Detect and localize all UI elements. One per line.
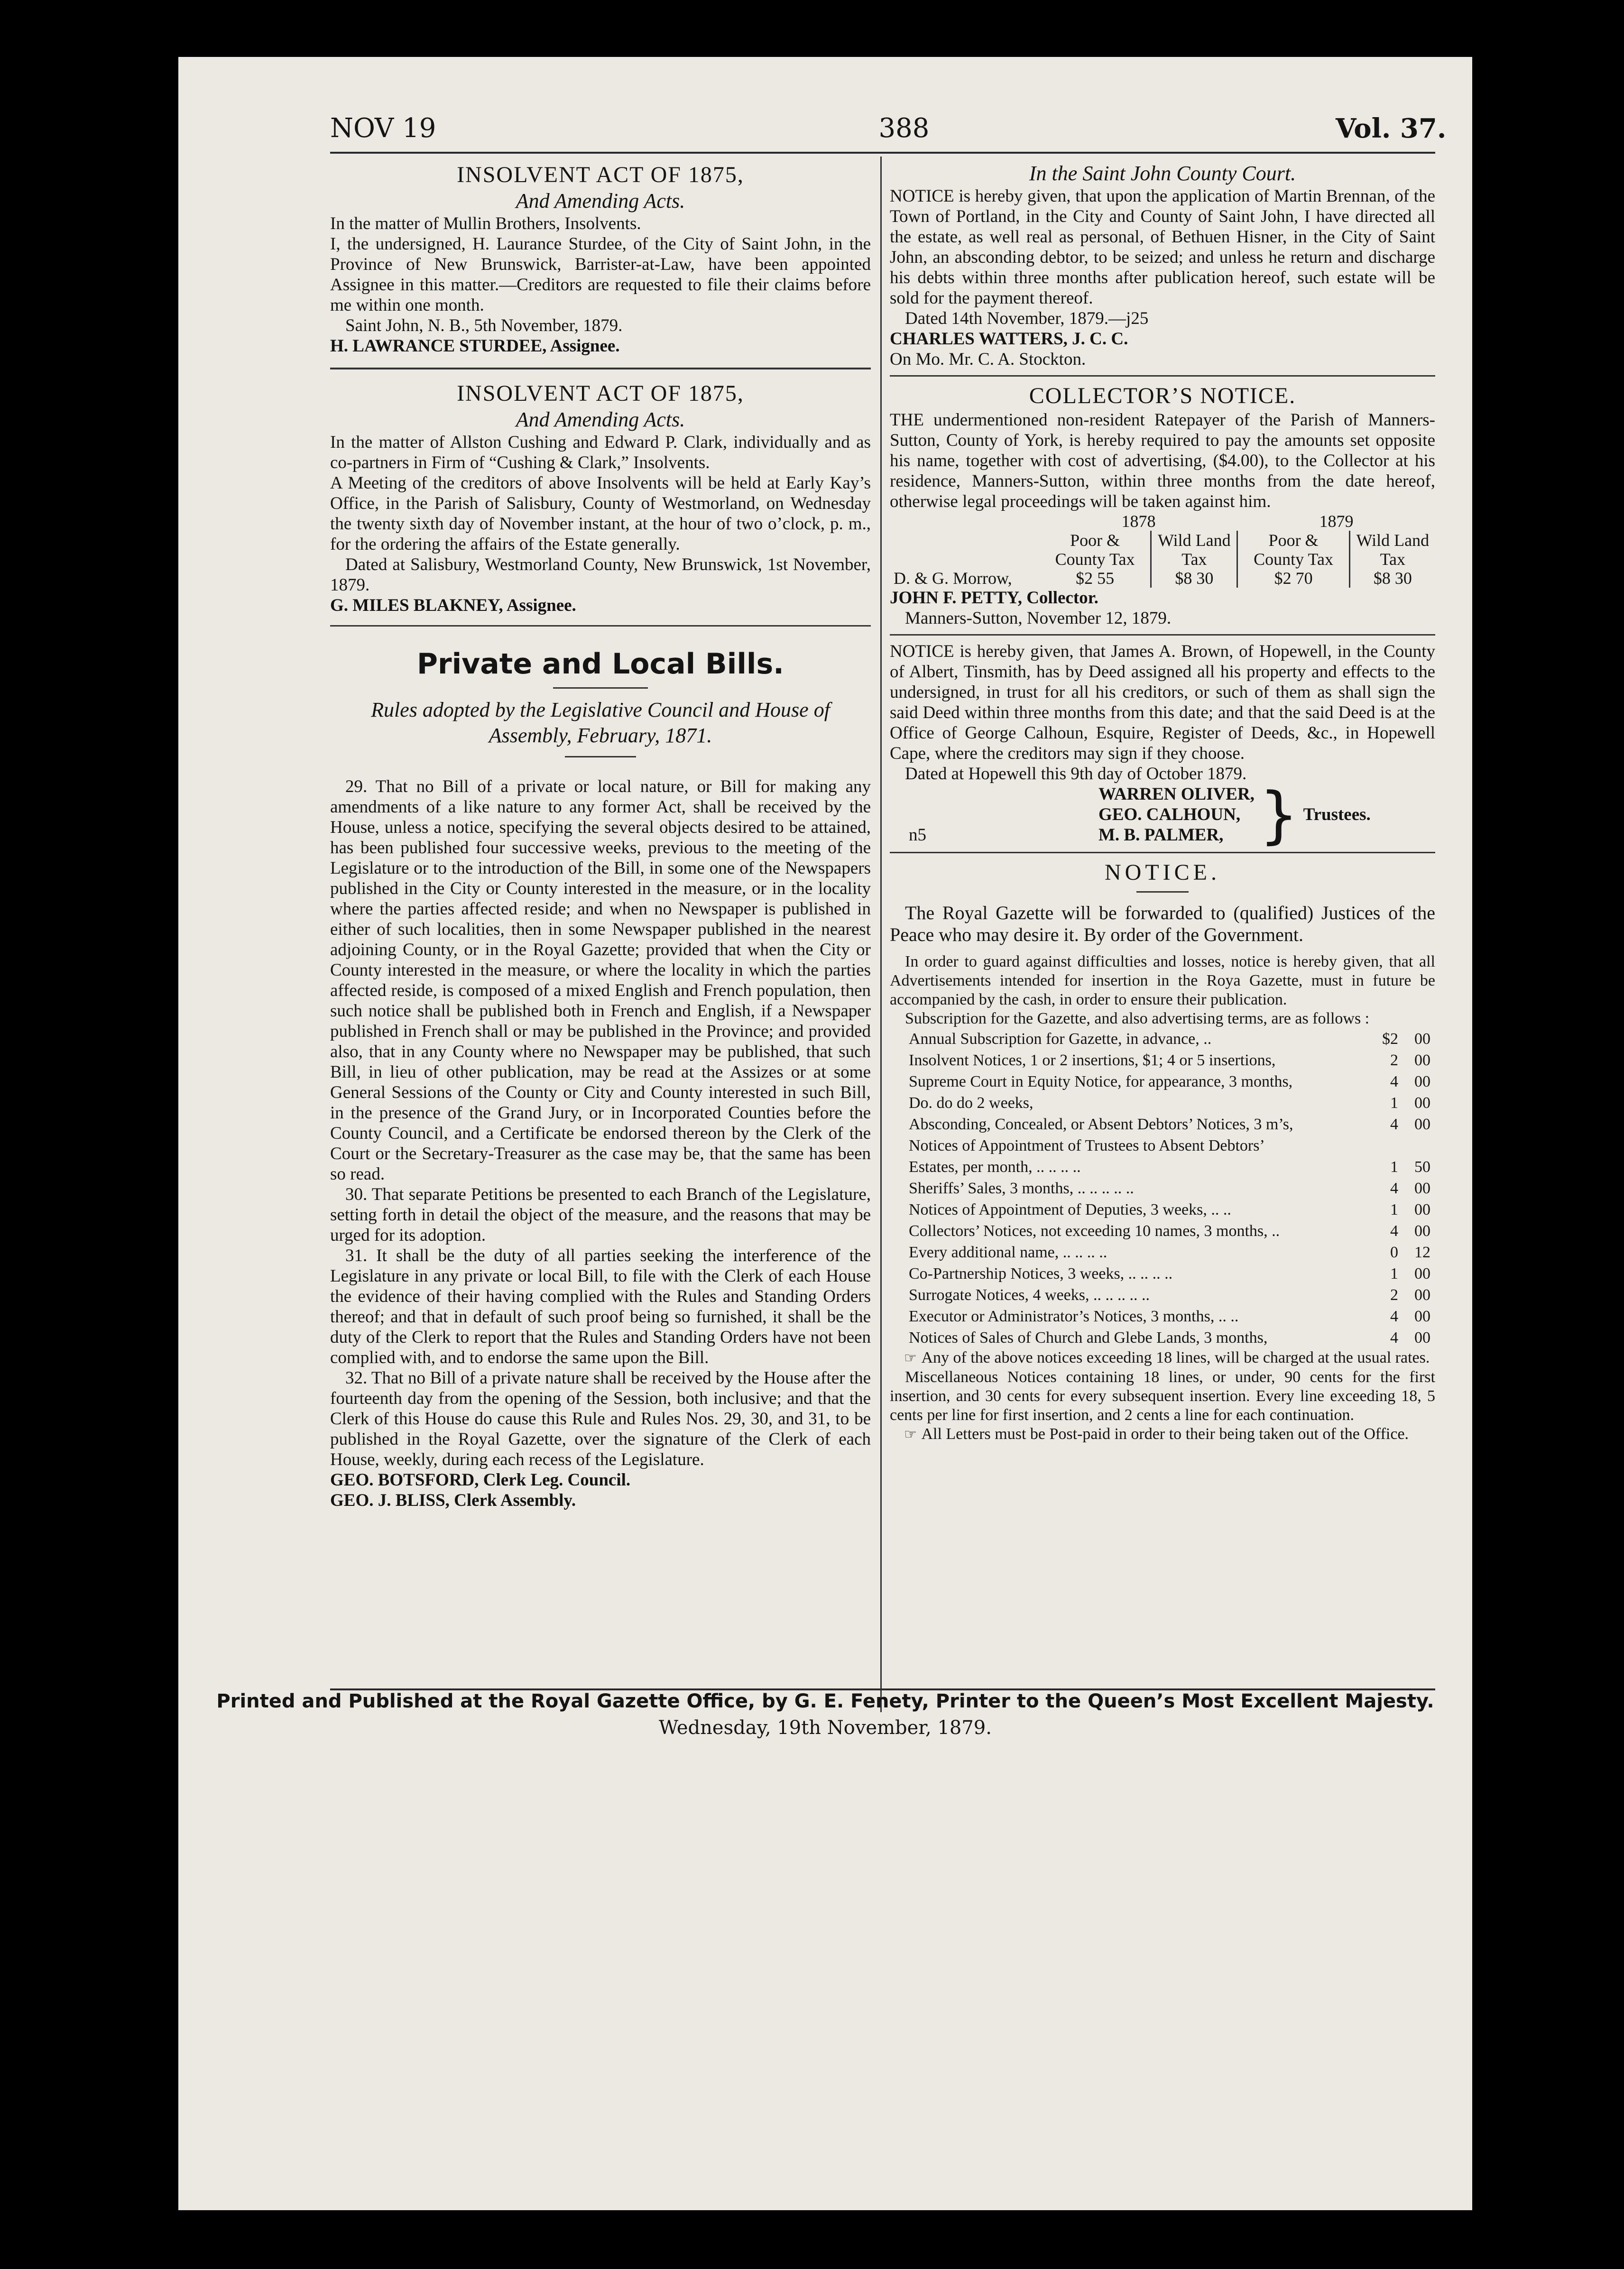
tax-row-name: D. & G. Morrow, (894, 569, 1012, 588)
fee-cents: 00 (1414, 1051, 1430, 1069)
left-column (330, 161, 871, 1511)
fee-row (909, 1156, 1430, 1178)
tax-col-poor-county-1878: Poor & County Tax (1055, 531, 1135, 569)
insolvent2-body: A Meeting of the creditors of above Insolvents will be held at Early Kay’s Office, in the Parish of Salisbury, County of Westmorland, on Wednesday the twenty sixth day of November instant, at the hour of two o’clock, p. m., for the ordering the affairs of the Estate generally. (330, 473, 871, 554)
tax-value: $8 30 (1151, 569, 1237, 588)
insolvent2-title: INSOLVENT ACT OF 1875, (457, 381, 744, 406)
trustee-names (1098, 784, 1255, 845)
tax-col-wild-land-1879: Wild Land Tax (1349, 531, 1435, 569)
fee-dollars: 4 (1390, 1180, 1398, 1197)
insolvent1-body: I, the undersigned, H. Laurance Sturdee, of the City of Saint John, in the Province of New Brunswick, Barrister-at-Law, have been appointed Assignee in this matter.—Creditors are requested to file their claims before me within one month. (330, 234, 871, 315)
section-rule (330, 625, 871, 627)
fee-dollars: 1 (1390, 1201, 1398, 1218)
private-bills-subtitle: Rules adopted by the Legislative Council and House of Assembly, February, 1871. (371, 698, 830, 747)
fee-dollars: 4 (1390, 1222, 1398, 1240)
rule-31: 31. It shall be the duty of all parties seeking the interference of the Legislature in any private or local Bill, to file with the Clerk of each House the evidence of their having complied with the Rules and Standing Orders thereof; and that in default of such proof being so furnished, it shall be the duty of the Clerk to report that the Rules and Standing Orders have not been complied with, and to endorse the same upon the Bill. (330, 1246, 871, 1367)
fee-label: Collectors’ Notices, not exceeding 10 names, 3 months, .. (909, 1222, 1280, 1240)
fee-row (909, 1114, 1430, 1135)
fee-row (909, 1327, 1430, 1348)
fee-label: Co-Partnership Notices, 3 weeks, .. .. .. .. (909, 1265, 1173, 1282)
issue-date: NOV 19 (330, 113, 436, 144)
fee-row (909, 1306, 1430, 1327)
fee-dollars: 0 (1390, 1244, 1398, 1261)
collector-body: THE undermentioned non-resident Ratepayer of the Parish of Manners-Sutton, County of York, is hereby required to pay the amounts set opposite his name, together with cost of advertising, ($4.00), to the Collector at his residence, Manners-Sutton, within three months from the date hereof, otherwise legal proceedings will be taken against him. (890, 410, 1435, 511)
county-court-dated: Dated 14th November, 1879.—j25 (905, 309, 1149, 328)
fee-dollars (1363, 1135, 1398, 1156)
notice-p3: Subscription for the Gazette, and also advertising terms, are as follows : (905, 1010, 1370, 1027)
rule-32: 32. That no Bill of a private nature shall be received by the House after the fourteenth day from the opening of the Session, both inclusive; and that the Clerk of this House do cause this Rule and Rules Nos. 29, 30, and 31, to be published in the Royal Gazette, over the signature of the Clerk of each House, weekly, during each recess of the Legislature. (330, 1368, 871, 1469)
brown-notice-body: NOTICE is hereby given, that James A. Brown, of Hopewell, in the County of Albert, Tinsmith, has by Deed assigned all his property and effects to the undersigned, in trust for all his creditors, or such of them as shall sign the said Deed within three months from this date; and that the said Deed is at the Office of George Calhoun, Esquire, Register of Deeds, &c., in Hopewell Cape, where the creditors may sign if they choose. (890, 642, 1435, 763)
fee-row (909, 1178, 1430, 1199)
pointing-hand-icon: ☞ (904, 1350, 922, 1366)
fee-dollars: 1 (1390, 1158, 1398, 1176)
brown-notice-dated: Dated at Hopewell this 9th day of October 1879. (905, 764, 1247, 784)
fee-label: Supreme Court in Equity Notice, for appearance, 3 months, (909, 1073, 1293, 1090)
gazette-page (178, 57, 1472, 2210)
fee-dollars: 4 (1390, 1329, 1398, 1347)
volume-number: Vol. 37. (1336, 113, 1447, 144)
county-court-body: NOTICE is hereby given, that upon the application of Martin Brennan, of the Town of Portland, in the City and County of Saint John, I have directed all the estate, as well real as personal, of Bethuen Hisner, in the City of Saint John, an absconding debtor, to be seized; and unless he return and discharge his debts within three months after publication hereof, such estate will be sold for the payment thereof. (890, 186, 1435, 308)
notice-ref: n5 (909, 825, 926, 845)
section-rule (330, 368, 871, 369)
fee-cents (1398, 1135, 1430, 1156)
fee-cents: 00 (1414, 1329, 1430, 1347)
fee-dollars: 2 (1390, 1051, 1398, 1069)
footer-printer-line: Printed and Published at the Royal Gazette Office, by G. E. Fenety, Printer to the Queen’s Most Excellent Majesty. (216, 1690, 1434, 1712)
section-rule (890, 852, 1435, 853)
title-rule (553, 687, 648, 689)
insolvent1-matter: In the matter of Mullin Brothers, Insolvents. (330, 214, 641, 233)
fee-label: Insolvent Notices, 1 or 2 insertions, $1; 4 or 5 insertions, (909, 1051, 1276, 1069)
insolvent2-subtitle: And Amending Acts. (516, 408, 685, 431)
notice-title: NOTICE. (1105, 860, 1220, 885)
notice-p4-text: Any of the above notices exceeding 18 lines, will be charged at the usual rates. (921, 1349, 1430, 1366)
fee-cents: 00 (1414, 1116, 1430, 1133)
notice-p5: Miscellaneous Notices containing 18 lines, or under, 90 cents for the first insertion, and 30 cents for every subsequent insertion. Every line exceeding 18, 5 cents per line for first insertion, and 2 cents a line for each continuation. (890, 1368, 1435, 1424)
fee-row (909, 1220, 1430, 1242)
footer-date-line: Wednesday, 19th November, 1879. (659, 1717, 992, 1739)
signature-botsford: GEO. BOTSFORD, Clerk Leg. Council. (330, 1470, 631, 1490)
collector-dated: Manners-Sutton, November 12, 1879. (905, 609, 1172, 628)
title-rule (1136, 891, 1189, 893)
collector-signature: JOHN F. PETTY, Collector. (890, 588, 1098, 608)
fee-row (909, 1028, 1430, 1050)
fee-dollars: 4 (1390, 1308, 1398, 1325)
page-number: 388 (878, 113, 930, 144)
fee-cents: 00 (1414, 1180, 1430, 1197)
county-court-signature: CHARLES WATTERS, J. C. C. (890, 329, 1128, 349)
fee-dollars: 2 (1390, 1286, 1398, 1304)
fee-label: Executor or Administrator’s Notices, 3 months, .. .. (909, 1308, 1239, 1325)
header-rule (330, 152, 1435, 154)
fee-schedule (890, 1028, 1435, 1348)
fee-cents: 00 (1414, 1201, 1430, 1218)
trustee-name: WARREN OLIVER, (1098, 784, 1255, 804)
pointing-hand-icon: ☞ (904, 1426, 922, 1443)
fee-cents: 00 (1414, 1094, 1430, 1112)
tax-table (890, 512, 1435, 588)
tax-value: $2 55 (1076, 569, 1115, 588)
fee-cents: 00 (1414, 1073, 1430, 1090)
tax-year-1878: 1878 (1121, 512, 1156, 531)
fee-cents: 00 (1414, 1265, 1430, 1282)
tax-col-poor-county-1879: Poor & County Tax (1237, 531, 1349, 569)
fee-cents: 00 (1414, 1030, 1430, 1048)
trustee-name: M. B. PALMER, (1098, 825, 1224, 845)
fee-row (909, 1135, 1430, 1156)
fee-row (909, 1242, 1430, 1263)
tax-value: $2 70 (1237, 569, 1349, 588)
insolvent2-matter: In the matter of Allston Cushing and Edward P. Clark, individually and as co-partners in Firm of “Cushing & Clark,” Insolvents. (330, 433, 871, 472)
fee-label: Notices of Appointment of Deputies, 3 weeks, .. .. (909, 1201, 1231, 1218)
title-rule (565, 756, 636, 757)
signature-bliss: GEO. J. BLISS, Clerk Assembly. (330, 1491, 576, 1510)
fee-dollars: 1 (1390, 1265, 1398, 1282)
fee-label: Notices of Appointment of Trustees to Absent Debtors’ (909, 1137, 1265, 1154)
fee-label: Absconding, Concealed, or Absent Debtors’ Notices, 3 m’s, (909, 1116, 1293, 1133)
fee-row (909, 1050, 1430, 1071)
insolvent1-signature: H. LAWRANCE STURDEE, Assignee. (330, 336, 620, 356)
fee-dollars: 4 (1390, 1073, 1398, 1090)
fee-label: Estates, per month, .. .. .. .. (909, 1158, 1081, 1176)
private-bills-title: Private and Local Bills. (417, 647, 784, 681)
tax-col-wild-land-1878: Wild Land Tax (1151, 531, 1237, 569)
fee-dollars: $2 (1382, 1030, 1398, 1048)
section-rule (890, 634, 1435, 636)
rule-30: 30. That separate Petitions be presented to each Branch of the Legislature, setting forth in detail the object of the measure, and the reasons that may be urged for its adoption. (330, 1185, 871, 1245)
fee-dollars: 1 (1390, 1094, 1398, 1112)
fee-label: Annual Subscription for Gazette, in advance, .. (909, 1030, 1212, 1048)
insolvent1-subtitle: And Amending Acts. (516, 189, 685, 212)
notice-p1: The Royal Gazette will be forwarded to (qualified) Justices of the Peace who may desire it. By order of the Government. (890, 902, 1435, 945)
fee-row (909, 1092, 1430, 1114)
fee-row (909, 1284, 1430, 1306)
trustees-block (909, 778, 1435, 851)
brace-icon: } (1259, 778, 1299, 851)
insolvent1-title: INSOLVENT ACT OF 1875, (457, 162, 744, 187)
county-court-motion: On Mo. Mr. C. A. Stockton. (890, 350, 1086, 369)
fee-label: Notices of Sales of Church and Glebe Lands, 3 months, (909, 1329, 1268, 1347)
tax-year-1879: 1879 (1319, 512, 1354, 531)
fee-row (909, 1071, 1430, 1092)
right-column (890, 161, 1435, 1444)
fee-cents: 00 (1414, 1286, 1430, 1304)
insolvent2-dated: Dated at Salisbury, Westmorland County, New Brunswick, 1st November, 1879. (330, 555, 871, 595)
notice-p2: In order to guard against difficulties and losses, notice is hereby given, that all Advertisements intended for insertion in the Roya Gazette, must in future be accompanied by the cash, in order to ensure their publication. (890, 953, 1435, 1008)
fee-cents: 50 (1414, 1158, 1430, 1176)
notice-p6-text: All Letters must be Post-paid in order to their being taken out of the Office. (921, 1425, 1409, 1443)
notice-p4 (890, 1348, 1435, 1368)
notice-p6 (890, 1425, 1435, 1444)
county-court-title: In the Saint John County Court. (1029, 162, 1296, 185)
trustee-name: GEO. CALHOUN, (1098, 805, 1241, 824)
fee-cents: 00 (1414, 1308, 1430, 1325)
fee-row (909, 1199, 1430, 1220)
fee-row (909, 1263, 1430, 1284)
column-divider (880, 157, 882, 1712)
fee-label: Sheriffs’ Sales, 3 months, .. .. .. .. .. (909, 1180, 1134, 1197)
collector-title: COLLECTOR’S NOTICE. (1029, 383, 1296, 408)
fee-cents: 00 (1414, 1222, 1430, 1240)
tax-value: $8 30 (1349, 569, 1435, 588)
fee-label: Every additional name, .. .. .. .. (909, 1244, 1107, 1261)
rule-29: 29. That no Bill of a private or local nature, or Bill for making any amendments of a like nature to any former Act, shall be received by the House, unless a notice, specifying the several objects desired to be attained, has been published four successive weeks, previous to the meeting of the Legislature or to the introduction of the Bill, in some one of the Newspapers published in the City or County interested in the measure, or in the locality where the parties affected reside; and when no Newspaper is published in either of such localities, then in some Newspaper published in the nearest adjoining County, or in the Royal Gazette; provided that when the City or County interested in the measure, or where the locality in which the parties affected reside, is composed of a mixed English and French population, then such notice shall be published both in French and English, if a Newspaper published in French shall or may be published in the Province; and provided also, that in any County where no Newspaper may be published, that such Bill, in lieu of other publication, may be read at the Assizes or at some General Sessions of the County or City and County interested in such Bill, in the presence of the Grand Jury, or in Incorporated Counties before the County Council, and a Certificate be endorsed thereon by the Clerk of the Court or the Secretary-Treasurer as the case may be, that the same has been so read. (330, 777, 871, 1184)
section-rule (890, 375, 1435, 377)
fee-cents: 12 (1414, 1244, 1430, 1261)
fee-label: Do. do do 2 weeks, (909, 1094, 1033, 1112)
fee-label: Surrogate Notices, 4 weeks, .. .. .. .. .. (909, 1286, 1150, 1304)
trustees-label: Trustees. (1303, 805, 1371, 824)
fee-dollars: 4 (1390, 1116, 1398, 1133)
insolvent2-signature: G. MILES BLAKNEY, Assignee. (330, 596, 576, 615)
insolvent1-dated: Saint John, N. B., 5th November, 1879. (345, 316, 623, 335)
